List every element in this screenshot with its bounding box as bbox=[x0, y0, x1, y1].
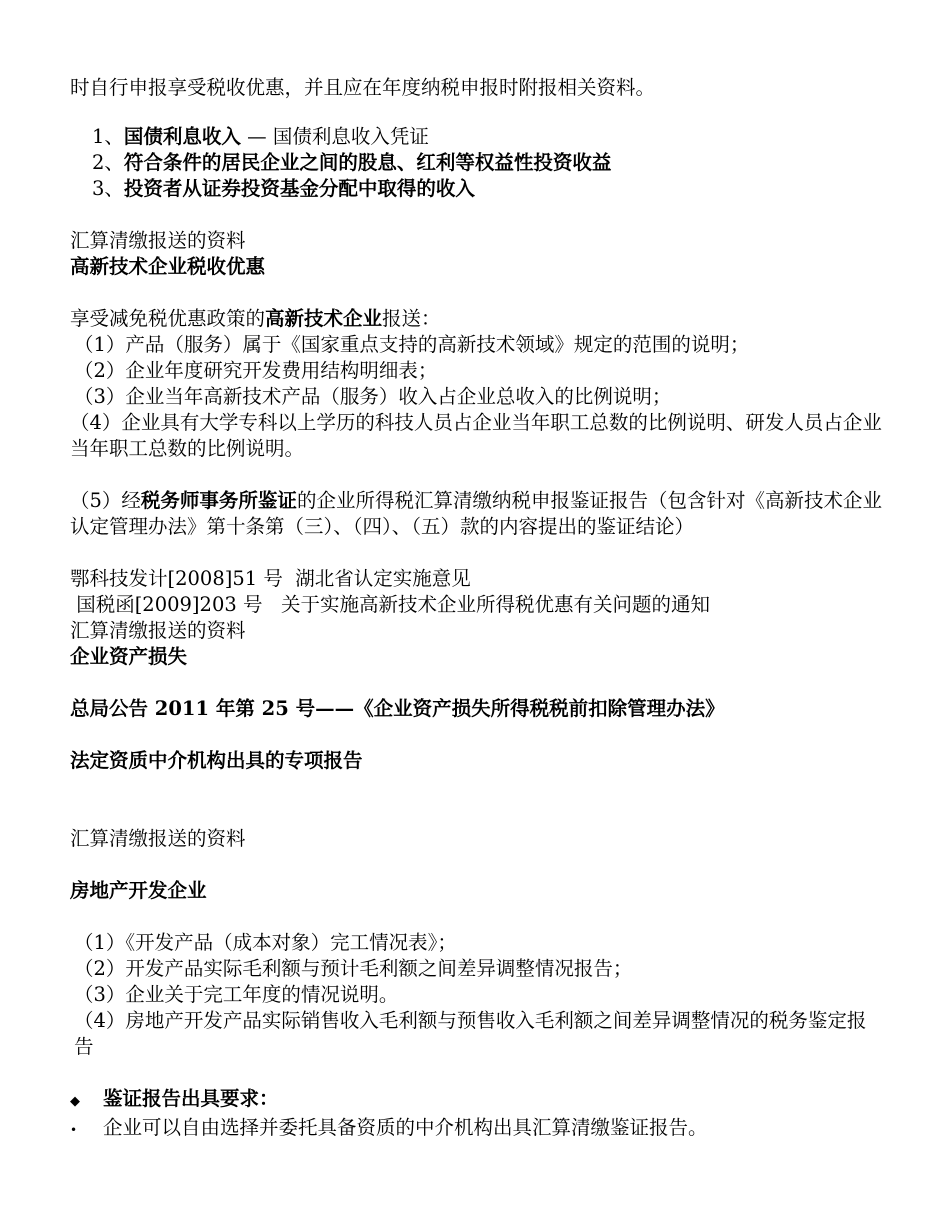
hightech-item: （2）企业年度研究开发费用结构明细表； bbox=[74, 359, 438, 382]
asset-report: 法定资质中介机构出具的专项报告 bbox=[70, 749, 363, 772]
section-title-hightech: 高新技术企业税收优惠 bbox=[70, 255, 266, 278]
list-item-bold: 投资者从证券投资基金分配中取得的收入 bbox=[123, 177, 475, 200]
hightech-item: （4）企业具有大学专科以上学历的科技人员占企业当年职工总数的比例说明、研发人员占企业当年职工总数的比例说明。 bbox=[70, 411, 882, 460]
requirements-heading bbox=[70, 1086, 885, 1115]
list-item-rest: — 国债利息收入凭证 bbox=[240, 125, 429, 148]
list-item-number: 3、 bbox=[92, 177, 124, 200]
list-item-number: 2、 bbox=[92, 151, 124, 174]
list-item-bold: 国债利息收入 bbox=[123, 125, 241, 148]
requirements-title: 鉴证报告出具要求： bbox=[103, 1087, 279, 1110]
diamond-icon: ◆ bbox=[70, 1094, 80, 1109]
hightech-lead-bold: 高新技术企业 bbox=[265, 307, 383, 330]
requirements-item-text: 企业可以自由选择并委托具备资质的中介机构出具汇算清缴鉴证报告。 bbox=[103, 1116, 708, 1139]
hightech-lead bbox=[70, 306, 885, 332]
reference-guoshui: 国税函[2009]203 号 关于实施高新技术企业所得税优惠有关问题的通知 bbox=[70, 593, 711, 616]
document-page bbox=[70, 70, 885, 1143]
realestate-item: （2）开发产品实际毛利额与预计毛利额之间差异调整情况报告； bbox=[74, 957, 633, 980]
income-list bbox=[70, 124, 885, 202]
section-label: 汇算清缴报送的资料 bbox=[70, 827, 246, 850]
list-item-number: 1、 bbox=[92, 125, 124, 148]
hightech-lead-pre: 享受减免税优惠政策的 bbox=[70, 307, 266, 330]
list-item bbox=[92, 150, 885, 176]
list-item bbox=[92, 176, 885, 202]
item5-bold: 税务师事务所鉴证 bbox=[140, 489, 297, 512]
hightech-item: （1）产品（服务）属于《国家重点支持的高新技术领域》规定的范围的说明； bbox=[74, 333, 750, 356]
item5-post: 的企业所得税汇算清缴纳税申报鉴证报告（包含针对《高新技术企业认定管理办法》第十条第（三）、（四）、（五）款的内容提出的鉴证结论） bbox=[70, 489, 882, 538]
bullet-dot-icon: • bbox=[70, 1123, 78, 1137]
section-label: 汇算清缴报送的资料 bbox=[70, 229, 246, 252]
hightech-lead-post: 报送： bbox=[382, 307, 441, 330]
hightech-item: （3）企业当年高新技术产品（服务）收入占企业总收入的比例说明； bbox=[74, 385, 672, 408]
section-title-realestate: 房地产开发企业 bbox=[70, 879, 207, 902]
realestate-item: （3）企业关于完工年度的情况说明。 bbox=[74, 983, 399, 1006]
reference-hubei: 鄂科技发计[2008]51 号 湖北省认定实施意见 bbox=[70, 567, 471, 590]
asset-notice: 总局公告 2011 年第 25 号——《企业资产损失所得税税前扣除管理办法》 bbox=[70, 697, 725, 720]
section-label: 汇算清缴报送的资料 bbox=[70, 619, 246, 642]
realestate-item: （4）房地产开发产品实际销售收入毛利额与预售收入毛利额之间差异调整情况的税务鉴定报告 bbox=[74, 1009, 867, 1058]
intro-text: 时自行申报享受税收优惠，并且应在年度纳税申报时附报相关资料。 bbox=[70, 76, 656, 99]
hightech-item-5 bbox=[70, 488, 885, 540]
item5-pre: （5）经 bbox=[70, 489, 141, 512]
requirements-item bbox=[70, 1115, 885, 1143]
list-item bbox=[92, 124, 885, 150]
list-item-bold: 符合条件的居民企业之间的股息、红利等权益性投资收益 bbox=[123, 151, 612, 174]
realestate-item: （1）《开发产品（成本对象）完工情况表》； bbox=[74, 931, 457, 954]
section-title-asset: 企业资产损失 bbox=[70, 645, 188, 668]
